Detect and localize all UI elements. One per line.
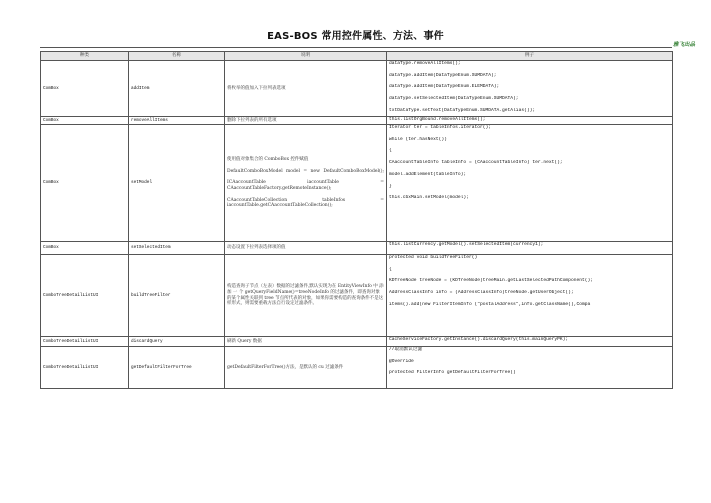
cell-name: removeAllItems (129, 117, 225, 125)
cell-example (387, 242, 673, 255)
description-line: DefaultComboBoxModel model = new DefaultComboBoxModel(); (227, 168, 384, 174)
description-line: 将枚举的值加入下拉列表选项 (227, 85, 286, 91)
cell-name: setSelectedItem (129, 242, 225, 255)
cell-name: setModel (129, 125, 225, 242)
description-line: getDefaultFilterForTree()方法，是默认的 cu 过滤条件 (227, 364, 344, 370)
cell-description (225, 117, 387, 125)
cell-category: ComBox (41, 117, 129, 125)
description-line: 刷新 Query 数据 (227, 338, 262, 344)
example-line: txtDataType.setText(DataTypeEnum.SUMDATA.getAlias()); (389, 107, 536, 113)
table-row (41, 61, 673, 117)
example-line: KDTreeNode treeNode = (KDTreeNode)treeMain.getLastSelectedPathComponent(); (389, 278, 593, 284)
example-line: { (389, 148, 392, 154)
page-title: EAS-BOS 常用控件属性、方法、事件 (267, 31, 444, 42)
example-line: dataType.addItem(DataTypeEnum.ELEMDATA); (389, 84, 500, 90)
example-line: Iterator ter = tableInfos.iterator(); (389, 125, 491, 130)
table-header-row (41, 52, 673, 61)
cell-description (225, 61, 387, 117)
example-line: items().add(new FilterItemInfo ("postalAddress",info.getClassName(),Compa (389, 301, 591, 307)
example-line: dataType.setSelectedItem(DataTypeEnum.SUMDATA); (389, 96, 519, 102)
header-example: 例子 (387, 52, 673, 61)
example-line: this.listOrgBound.removeAllItems(); (389, 117, 486, 122)
cell-example (387, 347, 673, 389)
example-line: while (ter.hasNext()) (389, 136, 447, 142)
example-line: protected FilterInfo getDefaultFilterForTree() (389, 370, 516, 376)
header-rule (40, 47, 672, 48)
table-row (41, 255, 673, 337)
example-line: CAaccountTableInfo tableInfo = (CAaccountTableInfo) ter.next(); (389, 160, 563, 166)
cell-description (225, 337, 387, 347)
header-description: 说明 (225, 52, 387, 61)
table-row (41, 337, 673, 347)
example-line: AddressClassInfo info = (AddressClassInfo)treeNode.getUserObject(); (389, 290, 574, 296)
cell-example (387, 61, 673, 117)
table-row (41, 125, 673, 242)
cell-description (225, 347, 387, 389)
example-line: dataType.removeAllItems(); (389, 61, 461, 66)
cell-example (387, 125, 673, 242)
example-line: model.addElement(tableInfo); (389, 171, 467, 177)
example-line: { (389, 266, 392, 272)
cell-description (225, 255, 387, 337)
cell-category: ComboTreeDetailListUI (41, 337, 129, 347)
cell-category: ComBox (41, 125, 129, 242)
example-line: @Override (389, 358, 414, 364)
header-name: 名称 (129, 52, 225, 61)
cell-name: addItem (129, 61, 225, 117)
table-row (41, 117, 673, 125)
example-line: dataType.addItem(DataTypeEnum.SUMDATA); (389, 72, 497, 78)
example-line: protected void buildTreeFilter() (389, 255, 478, 260)
description-line: ICAaccountTable iaccountTable = CAaccountTableFactory.getRemoteInstance(); (227, 180, 384, 191)
cell-description (225, 125, 387, 242)
example-line: } (389, 183, 392, 189)
cell-category: ComboTreeDetailListUI (41, 255, 129, 337)
description-line: 删除下拉列表的所有选项 (227, 117, 277, 123)
description-line: 动态设置下拉列表选择项的值 (227, 245, 286, 251)
cell-example (387, 337, 673, 347)
cell-category: ComBox (41, 61, 129, 117)
brand-mark: 雅飞出品 (672, 42, 695, 48)
header-category: 种类 (41, 52, 129, 61)
cell-description (225, 242, 387, 255)
description-line: 使用值对象集合的 ComboBox 控件赋值 (227, 157, 309, 163)
table-row (41, 242, 673, 255)
cell-category: ComBox (41, 242, 129, 255)
cell-name: getDefaultFilterForTree (129, 347, 225, 389)
api-table (40, 51, 673, 389)
table-body (41, 61, 673, 389)
example-line: CacheServiceFactory.getInstance().discardQuery(this.mainQueryPK); (389, 337, 569, 342)
cell-example (387, 117, 673, 125)
table-row (41, 347, 673, 389)
example-line: this.listCurrency.getModel().setSelectedItem(currency1); (389, 242, 544, 247)
example-line: //取消默认过滤 (389, 347, 423, 352)
cell-name: discardQuery (129, 337, 225, 347)
description-line: CAaccountTableCollection tableInfos = iaccountTable.getCAaccountTableCollection(); (227, 197, 384, 209)
cell-name: buildTreeFilter (129, 255, 225, 337)
example-line: this.cbxMain.setModel(model); (389, 195, 469, 201)
cell-example (387, 255, 673, 337)
description-line: 构造查询子节点（左表）数据的过滤条件,默认实现为在 EntityViewInfo 中 添 加 一 个 getQueryFieldName()=treeNodeInfo 的过滤条件，即查询对象的某个属性关联到 tree 节点所代表的对象，如果你需要构造的查询条件不是这样形式，则需要重载方法自行设定过滤条件。 (227, 284, 384, 307)
cell-category: ComboTreeDetailListUI (41, 347, 129, 389)
